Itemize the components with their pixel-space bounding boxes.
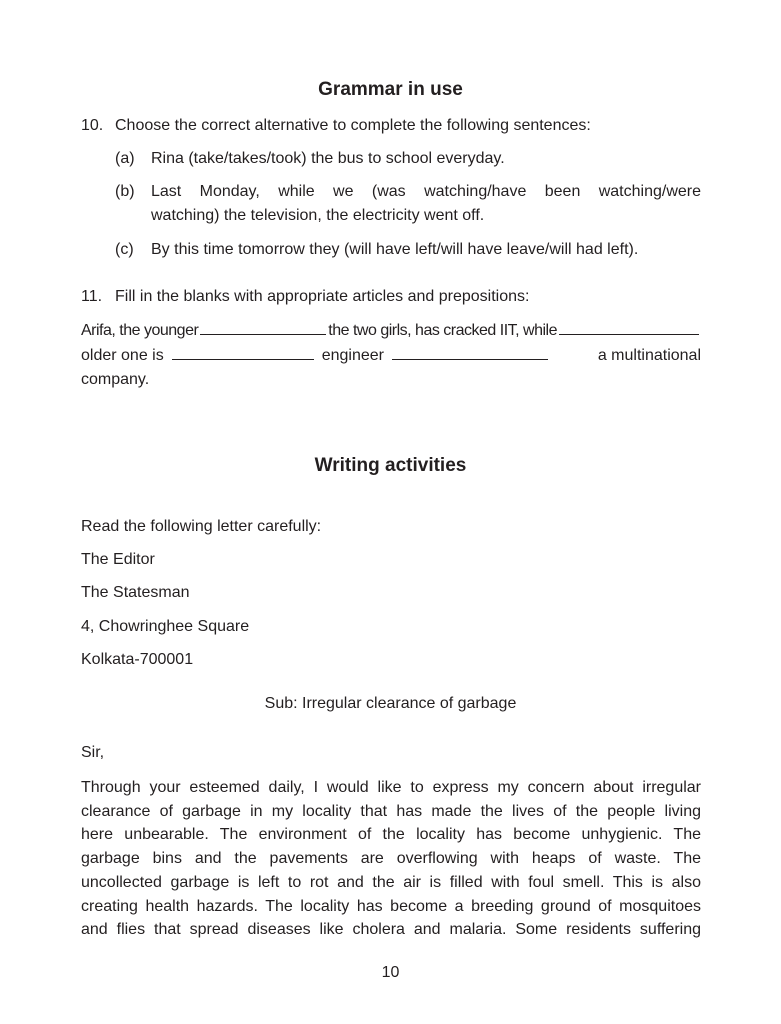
blank-2[interactable] xyxy=(559,319,699,335)
address-line-1: The Editor xyxy=(81,551,155,568)
option-a-label: (a) xyxy=(115,150,135,167)
question-11-number: 11. xyxy=(81,288,103,305)
option-c xyxy=(115,239,701,261)
fill-text-2a: older one is xyxy=(81,347,164,364)
blank-4[interactable] xyxy=(392,344,548,360)
fill-text-2c: a multinational xyxy=(597,347,701,364)
body-line: uncollected garbage is left to rot and the air is filled with foul smell. This is also xyxy=(81,873,701,891)
body-line: Through your esteemed daily, I would like to express my concern about irregular xyxy=(81,779,701,796)
body-line: here unbearable. The environment of the locality has become unhygienic. The xyxy=(81,826,701,844)
question-10-number: 10. xyxy=(81,117,104,134)
body-line: clearance of garbage in my locality that has made the lives of the people living xyxy=(81,802,701,820)
letter-body xyxy=(81,776,701,942)
option-c-label: (c) xyxy=(115,241,134,258)
question-11-prompt: Fill in the blanks with appropriate articles and prepositions: xyxy=(115,288,530,305)
page-number: 10 xyxy=(381,964,400,981)
address-line-3: 4, Chowringhee Square xyxy=(81,618,250,635)
fill-text-1b: the two girls, has cracked IIT, while xyxy=(328,322,558,339)
body-line: creating health hazards. The locality has become a breeding ground of mosquitoes xyxy=(81,897,701,915)
letter-subject: Sub: Irregular clearance of garbage xyxy=(264,695,517,712)
grammar-heading: Grammar in use xyxy=(318,79,463,100)
address-line-2: The Statesman xyxy=(81,584,190,601)
question-10 xyxy=(81,115,701,137)
fill-blank-line-1 xyxy=(81,319,701,342)
body-line: garbage bins and the pavements are overflowing with heaps of waste. The xyxy=(81,850,701,868)
fill-blank-line-2 xyxy=(81,344,701,367)
fill-text-1a: Arifa, the younger xyxy=(81,322,199,339)
fill-text-2b: engineer xyxy=(321,347,384,364)
option-b-text-line1: Last Monday, while we (was watching/have been watching/were xyxy=(151,183,701,200)
writing-heading: Writing activities xyxy=(314,455,467,476)
option-b-label: (b) xyxy=(115,183,135,200)
body-line: and flies that spread diseases like cholera and malaria. Some residents suffering xyxy=(81,921,701,939)
question-11 xyxy=(81,286,701,308)
option-a xyxy=(115,148,701,170)
blank-1[interactable] xyxy=(200,319,326,335)
option-a-text: Rina (take/takes/took) the bus to school everyday. xyxy=(151,150,505,167)
fill-text-3: company. xyxy=(81,371,150,388)
address-line-4: Kolkata-700001 xyxy=(81,651,194,668)
letter-salutation: Sir, xyxy=(81,744,105,761)
blank-3[interactable] xyxy=(172,344,314,360)
writing-intro: Read the following letter carefully: xyxy=(81,518,322,535)
option-c-text: By this time tomorrow they (will have left/will have leave/will had left). xyxy=(151,241,639,258)
option-b xyxy=(115,181,701,203)
option-b-text-line2: watching) the television, the electricity went off. xyxy=(151,207,485,224)
question-10-prompt: Choose the correct alternative to complete the following sentences: xyxy=(115,117,591,134)
